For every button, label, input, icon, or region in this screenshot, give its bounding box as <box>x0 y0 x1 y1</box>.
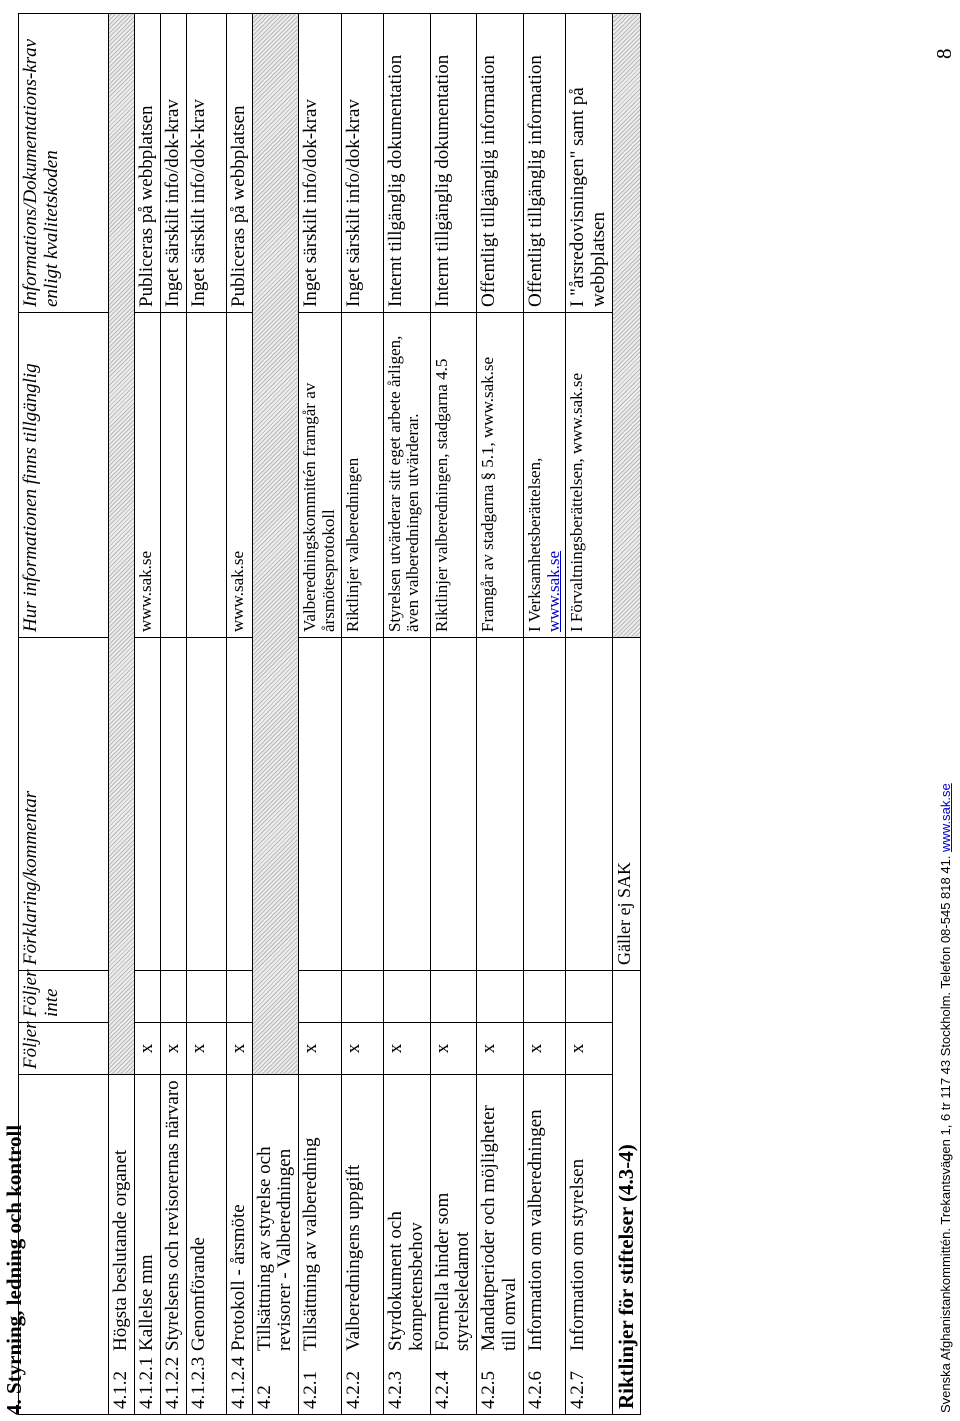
hur-cell <box>186 313 226 638</box>
stiftelser-label: Riktlinjer för stiftelser (4.3-4) <box>613 971 641 1415</box>
stiftelser-note: Gäller ej SAK <box>613 638 641 971</box>
foljer-inte-cell <box>134 971 160 1023</box>
foljer-inte-cell <box>160 971 186 1023</box>
row-label <box>566 1075 613 1415</box>
table-row <box>430 14 477 1415</box>
row-number: 4.1.2 <box>110 1371 131 1409</box>
foljer-cell: x <box>134 1023 160 1075</box>
table-row <box>109 14 135 1415</box>
row-label <box>160 1075 186 1415</box>
stiftelser-row <box>613 14 641 1415</box>
footer-address: Svenska Afghanistankommittén. Trekantsvägen 1, 6 tr 117 43 Stockholm. Telefon 08-545 818 41. <box>938 855 953 1413</box>
krav-cell: I "årsredovisningen" samt på webbplatsen <box>566 14 613 313</box>
table-row <box>477 14 524 1415</box>
governance-table <box>18 13 641 1415</box>
row-number: 4.2.4 <box>431 1371 453 1409</box>
hur-cell <box>160 313 186 638</box>
foljer-inte-cell <box>186 971 226 1023</box>
forklaring-cell <box>160 638 186 971</box>
section-title: 4. Styrning, ledning och kontroll <box>2 1124 26 1415</box>
krav-cell: Inget särskilt info/dok-krav <box>160 14 186 313</box>
page-footer <box>938 783 953 1413</box>
hur-cell: Valberedningskommittén framgår av årsmötesprotokoll <box>299 313 341 638</box>
table-row <box>341 14 383 1415</box>
table-row <box>566 14 613 1415</box>
foljer-inte-cell <box>299 971 341 1023</box>
row-number: 4.2.1 <box>300 1371 322 1409</box>
foljer-cell: x <box>186 1023 226 1075</box>
row-number: 4.1.2.4 <box>227 1356 249 1409</box>
row-label <box>186 1075 226 1415</box>
table-row <box>383 14 430 1415</box>
foljer-cell: x <box>524 1023 566 1075</box>
row-number: 4.1.2.1 <box>135 1356 157 1409</box>
row-title: Information om styrelsen <box>567 1158 589 1351</box>
hur-cell: Styrelsen utvärderar sitt eget arbete årligen, även valberedningen utvärderar. <box>383 313 430 638</box>
forklaring-cell <box>383 638 430 971</box>
hur-cell: www.sak.se <box>226 313 252 638</box>
krav-cell: Inget särskilt info/dok-krav <box>299 14 341 313</box>
row-number: 4.1.2.2 <box>161 1356 183 1409</box>
hatched-cell <box>109 14 135 1075</box>
row-title: Formella hinder som styrelseledamot <box>431 1192 474 1351</box>
krav-cell: Internt tillgänglig dokumentation <box>383 14 430 313</box>
header-hur: Hur informationen finns tillgänglig <box>19 313 109 638</box>
table-row <box>186 14 226 1415</box>
row-number: 4.2.5 <box>478 1371 500 1409</box>
row-label <box>341 1075 383 1415</box>
forklaring-cell <box>299 638 341 971</box>
hur-text: I Verksamhetsberättelsen, <box>525 457 545 632</box>
hur-cell: Framgår av stadgarna § 5.1, www.sak.se <box>477 313 524 638</box>
row-title: Tillsättning av styrelse och revisorer - Valberedningen <box>253 1146 296 1351</box>
forklaring-cell <box>341 638 383 971</box>
krav-cell: Inget särskilt info/dok-krav <box>341 14 383 313</box>
row-label <box>477 1075 524 1415</box>
sak-website-link[interactable]: www.sak.se <box>543 550 563 632</box>
foljer-cell: x <box>226 1023 252 1075</box>
foljer-inte-cell <box>430 971 477 1023</box>
foljer-cell: x <box>299 1023 341 1075</box>
row-title: Valberedningens uppgift <box>342 1164 364 1351</box>
row-title: Mandatperioder och möjligheter till omval <box>478 1105 521 1351</box>
krav-cell: Offentligt tillgänglig information <box>477 14 524 313</box>
header-krav: Informations/Dokumentations-krav enligt kvalitetskoden <box>19 14 109 313</box>
foljer-cell: x <box>566 1023 613 1075</box>
forklaring-cell <box>226 638 252 971</box>
row-number: 4.2.3 <box>384 1371 406 1409</box>
hur-cell: www.sak.se <box>134 313 160 638</box>
table-row <box>226 14 252 1415</box>
forklaring-cell <box>524 638 566 971</box>
krav-cell: Publiceras på webbplatsen <box>134 14 160 313</box>
table-row <box>299 14 341 1415</box>
row-number: 4.2.7 <box>567 1371 589 1409</box>
krav-cell: Inget särskilt info/dok-krav <box>186 14 226 313</box>
hur-cell: Riktlinjer valberedningen <box>341 313 383 638</box>
row-title: Genomförande <box>187 1237 209 1351</box>
foljer-inte-cell <box>524 971 566 1023</box>
krav-cell: Internt tillgänglig dokumentation <box>430 14 477 313</box>
forklaring-cell <box>430 638 477 971</box>
hur-cell: Riktlinjer valberedningen, stadgarna 4.5 <box>430 313 477 638</box>
table-row <box>524 14 566 1415</box>
row-title: Kallelse mm <box>135 1254 157 1351</box>
foljer-cell: x <box>341 1023 383 1075</box>
row-label <box>134 1075 160 1415</box>
header-item <box>19 1075 109 1415</box>
foljer-cell: x <box>430 1023 477 1075</box>
foljer-inte-cell <box>566 971 613 1023</box>
forklaring-cell <box>186 638 226 971</box>
hatched-cell <box>252 14 299 1075</box>
row-number: 4.1.2.3 <box>187 1356 209 1409</box>
forklaring-cell <box>134 638 160 971</box>
row-title: Information om valberedningen <box>525 1109 547 1351</box>
krav-cell: Publiceras på webbplatsen <box>226 14 252 313</box>
krav-cell: Offentligt tillgänglig information <box>524 14 566 313</box>
hur-cell <box>524 313 566 638</box>
page-number: 8 <box>932 48 956 59</box>
row-number: 4.2 <box>253 1385 275 1409</box>
row-number: 4.2.6 <box>525 1371 547 1409</box>
row-title: Protokoll - årsmöte <box>227 1204 249 1351</box>
row-label <box>252 1075 299 1415</box>
hur-cell: I Förvaltningsberättelsen, www.sak.se <box>566 313 613 638</box>
row-label <box>383 1075 430 1415</box>
row-title: Högsta beslutande organet <box>110 1149 131 1351</box>
forklaring-cell <box>477 638 524 971</box>
table-row <box>252 14 299 1415</box>
row-title: Tillsättning av valberedning <box>300 1137 322 1351</box>
header-foljer: Följer <box>19 1023 109 1075</box>
row-label <box>299 1075 341 1415</box>
foljer-cell: x <box>160 1023 186 1075</box>
row-label <box>524 1075 566 1415</box>
foljer-cell: x <box>383 1023 430 1075</box>
foljer-inte-cell <box>383 971 430 1023</box>
row-number: 4.2.2 <box>342 1371 364 1409</box>
row-label <box>226 1075 252 1415</box>
foljer-inte-cell <box>477 971 524 1023</box>
foljer-cell: x <box>477 1023 524 1075</box>
row-label <box>430 1075 477 1415</box>
row-title: Styrelsens och revisorernas närvaro <box>161 1080 183 1351</box>
header-foljer-inte: Följer inte <box>19 971 109 1023</box>
hatched-cell <box>613 14 641 638</box>
forklaring-cell <box>566 638 613 971</box>
row-title: Styrdokument och kompetensbehov <box>384 1211 427 1351</box>
table-header-row <box>19 14 109 1415</box>
header-forklaring: Förklaring/kommentar <box>19 638 109 971</box>
table-row <box>160 14 186 1415</box>
foljer-inte-cell <box>226 971 252 1023</box>
footer-website-link[interactable]: www.sak.se <box>938 783 953 852</box>
row-label <box>109 1075 135 1415</box>
table-row <box>134 14 160 1415</box>
foljer-inte-cell <box>341 971 383 1023</box>
